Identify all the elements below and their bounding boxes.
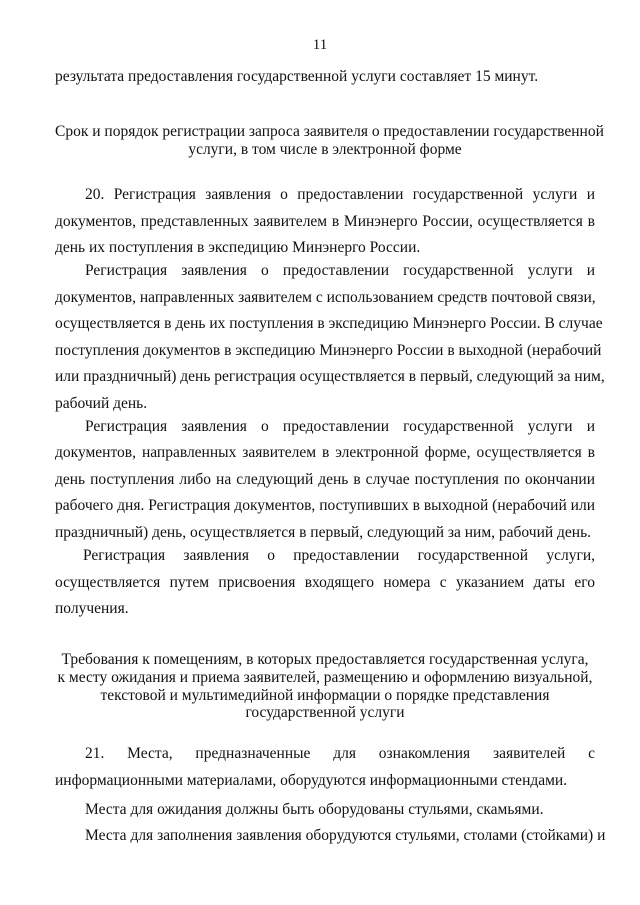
heading-line: государственной услуги <box>245 704 405 722</box>
heading-registration <box>55 123 604 159</box>
text-line: Регистрация заявления о предоставлении государственной услуги и <box>85 262 595 279</box>
text-line: день поступления либо на следующий день в случае поступления по окончании <box>55 470 595 488</box>
paragraph-waiting: Места для ожидания должны быть оборудованы стульями, скамьями. <box>85 801 544 818</box>
text-line: поступления документов в экспедицию Минэнерго России в выходной (нерабочий <box>55 341 602 359</box>
text-line: Регистрация заявления о предоставлении государственной услуги и <box>85 418 595 435</box>
paragraph-20 <box>55 182 595 262</box>
text-line: рабочий день. <box>55 394 148 412</box>
text-line: осуществляется в день их поступления в экспедицию Минэнерго России. В случае <box>55 315 603 333</box>
heading-line: услуги, в том числе в электронной форме <box>188 141 462 158</box>
text-line: праздничный) день, осуществляется в первый, следующий за ним, рабочий день. <box>55 523 592 541</box>
heading-line: к месту ожидания и приема заявителей, размещению и оформлению визуальной, <box>57 668 593 686</box>
text-line: или праздничный) день регистрация осуществляется в первый, следующий за ним, <box>55 368 605 386</box>
paragraph-filling: Места для заполнения заявления оборудуются стульями, столами (стойками) и <box>85 827 606 844</box>
text-line: 20. Регистрация заявления о предоставлении государственной услуги и <box>85 186 595 203</box>
paragraph-postal <box>55 258 605 418</box>
heading-line: Требования к помещениям, в которых предоставляется государственная услуга, <box>61 651 589 668</box>
text-line: документов, направленных заявителем с использованием средств почтовой связи, <box>55 288 596 306</box>
text-line: осуществляется путем присвоения входящего номера с указанием даты его <box>55 573 595 591</box>
paragraph-electronic <box>55 414 595 546</box>
text-line: информационными материалами, оборудуются информационными стендами. <box>55 771 568 789</box>
intro-line: результата предоставления государственной услуги составляет 15 минут. <box>55 68 539 85</box>
paragraph-registration-number <box>55 543 595 623</box>
text-line: документов, направленных заявителем в электронной форме, осуществляется в <box>55 444 595 462</box>
text-line: документов, представленных заявителем в Минэнерго России, осуществляется в <box>55 212 595 230</box>
text-line: Регистрация заявления о предоставлении государственной услуги, <box>83 547 595 564</box>
heading-line: Срок и порядок регистрации запроса заявителя о предоставлении государственной <box>55 123 604 140</box>
text-line: рабочего дня. Регистрация документов, поступивших в выходной (нерабочий или <box>55 497 595 515</box>
heading-premises <box>55 651 595 722</box>
heading-line: текстовой и мультимедийной информации о порядке представления <box>100 686 550 704</box>
page-number: 11 <box>312 37 328 53</box>
text-line: день их поступления в экспедицию Минэнерго России. <box>55 239 421 256</box>
paragraph-21 <box>55 741 595 794</box>
text-line: получения. <box>55 600 129 617</box>
text-line: 21. Места, предназначенные для ознакомления заявителей с <box>85 745 595 762</box>
